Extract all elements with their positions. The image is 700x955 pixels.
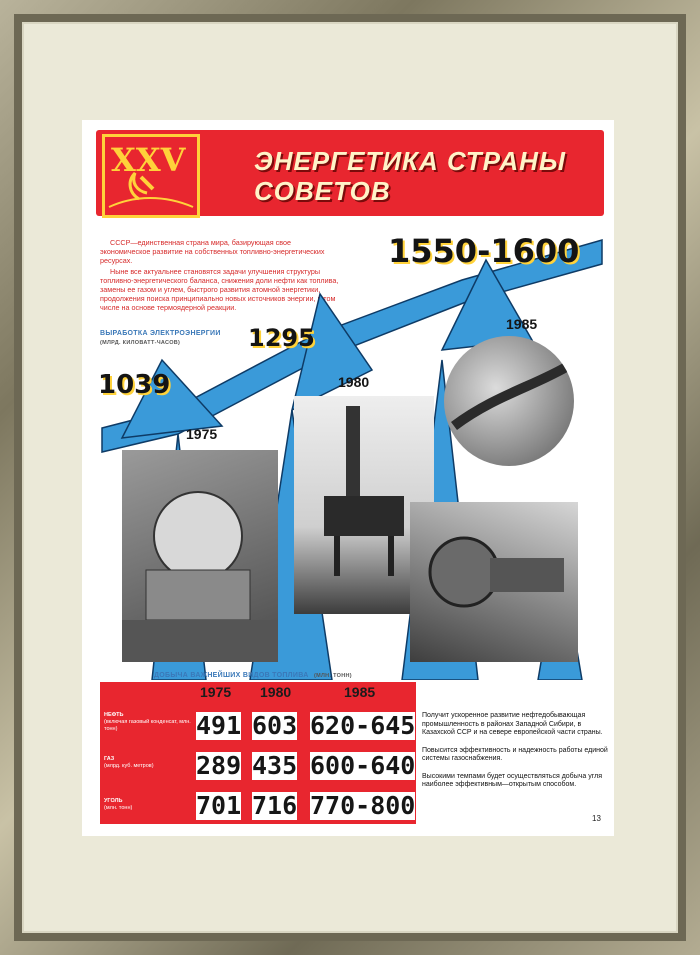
page-title — [254, 146, 584, 206]
row-unit: (млн. тонн) — [104, 805, 133, 811]
oil-value-1980: 603 — [252, 711, 298, 740]
fuel-unit: (МЛН. ТОНН) — [314, 673, 352, 679]
electricity-unit: (МЛРД. КИЛОВАТТ-ЧАСОВ) — [100, 340, 181, 346]
coal-value-1980: 716 — [252, 791, 298, 820]
year-label-1975: 1975 — [186, 426, 218, 442]
coal-value-1975: 701 — [196, 791, 242, 820]
poster-page — [82, 120, 614, 836]
photo-gas-pipeline — [444, 336, 574, 466]
fuel-caption: ДОБЫЧА ВАЖНЕЙШИХ ВИДОВ ТОПЛИВА — [154, 672, 309, 679]
row-name: УГОЛЬ — [104, 798, 123, 804]
note-gas: Повысится эффективность и надежность работы единой системы газоснабжения. — [422, 746, 608, 762]
row-unit: (млрд. куб. метров) — [104, 763, 154, 769]
gas-value-1980: 435 — [252, 751, 298, 780]
title-line-1: ЭНЕРГЕТИКА СТРАНЫ — [254, 146, 566, 176]
oil-value-1975: 491 — [196, 711, 242, 740]
congress-emblem — [102, 134, 200, 218]
page-number: 13 — [592, 814, 601, 823]
fuel-year-1975: 1975 — [200, 684, 232, 700]
electricity-caption: ВЫРАБОТКА ЭЛЕКТРОЭНЕРГИИ — [100, 330, 221, 337]
fuel-row-gas-label — [104, 756, 196, 770]
intro-paragraph: Ныне все актуальнее становятся задачи улучшения структуры топливно-энергетического баланса, снижения доли нефти как топлива, замены ее газом и углем, быстрого развития атомной энергетики, продолжения поиска принципиально новых источников энергии, в том числе на основе термоядерной реакции. — [100, 267, 339, 312]
fuel-row-oil-label — [104, 712, 196, 733]
hammer-sickle-icon — [105, 137, 197, 215]
year-label-1985: 1985 — [506, 316, 538, 332]
note-coal: Высокими темпами будет осуществляться добыча угля наиболее эффективным—открытым способом. — [422, 772, 602, 788]
electricity-value-1975: 1039 — [98, 370, 171, 400]
fuel-year-1980: 1980 — [260, 684, 292, 700]
fuel-row-coal-label — [104, 798, 196, 812]
gas-value-1985: 600-640 — [310, 751, 416, 780]
coal-value-1985: 770-800 — [310, 791, 416, 820]
title-line-2: СОВЕТОВ — [254, 176, 391, 206]
gas-value-1975: 289 — [196, 751, 242, 780]
fuel-notes — [422, 712, 608, 799]
intro-paragraph: СССР—единственная страна мира, базирующая свое экономическое развитие на собственных топливно-энергетических ресурсах. — [100, 238, 325, 265]
electricity-value-1980: 1295 — [248, 324, 315, 352]
row-unit: (включая газовый конденсат, млн. тонн) — [104, 719, 191, 732]
emblem-numeral: XXV — [111, 141, 186, 179]
row-name: НЕФТЬ — [104, 712, 124, 718]
row-name: ГАЗ — [104, 756, 115, 762]
photo-coal-excavator — [410, 502, 578, 662]
oil-value-1985: 620-645 — [310, 711, 416, 740]
year-label-1980: 1980 — [338, 374, 370, 390]
note-oil: Получит ускоренное развитие нефтедобывающая промышленность в районах Западной Сибири, в Казахской ССР и на севере европейской части страны. — [422, 712, 603, 736]
photo-nuclear-reactor — [122, 450, 278, 662]
electricity-value-1985: 1550-1600 — [388, 232, 580, 270]
fuel-year-1985: 1985 — [344, 684, 376, 700]
